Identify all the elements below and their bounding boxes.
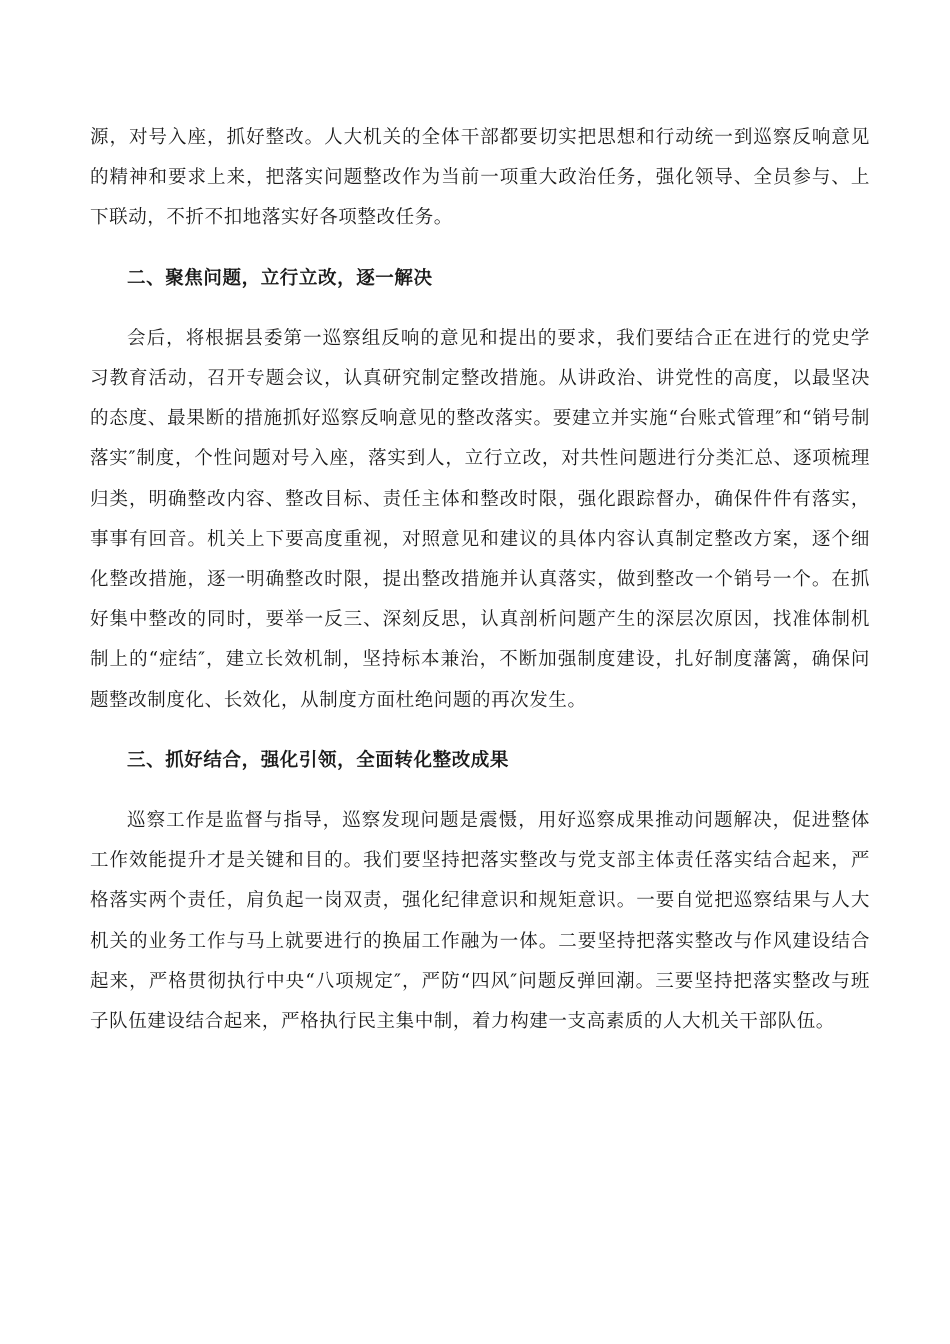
paragraph-3: 巡察工作是监督与指导，巡察发现问题是震慑，用好巡察成果推动问题解决，促进整体工作效能提升才是关键和目的。我们要坚持把落实整改与党支部主体责任落实结合起来，严格落实两个责任，肩负起一岗双责，强化纪律意识和规矩意识。一要自觉把巡察结果与人大机关的业务工作与马上就要进行的换届工作融为一体。二要坚持把落实整改与作风建设结合起来，严格贯彻执行中央“八项规定″，严防“四风″问题反弹回潮。三要坚持把落实整改与班子队伍建设结合起来，严格执行民主集中制，着力构建一支高素质的人大机关干部队伍。 xyxy=(90,810,870,1033)
spacer xyxy=(90,721,870,741)
spacer xyxy=(90,781,870,801)
section-heading-2: 二、聚焦问题，立行立改，逐一解决 xyxy=(127,267,433,289)
paragraph-1: 源，对号入座，抓好整改。人大机关的全体干部都要切实把思想和行动统一到巡察反响意见的精神和要求上来，把落实问题整改作为当前一项重大政治任务，强化领导、全员参与、上下联动，不折不扣地落实好各项整改任务。 xyxy=(90,127,870,229)
section-heading-3: 三、抓好结合，强化引领，全面转化整改成果 xyxy=(127,749,510,771)
document-page xyxy=(90,118,870,1042)
paragraph-2: 会后，将根据县委第一巡察组反响的意见和提出的要求，我们要结合正在进行的党史学习教育活动，召开专题会议，认真研究制定整改措施。从讲政治、讲党性的高度，以最坚决的态度、最果断的措施抓好巡察反响意见的整改落实。要建立并实施“台账式管理″和“销号制落实″制度，个性问题对号入座，落实到人，立行立改，对共性问题进行分类汇总、逐项梳理归类，明确整改内容、整改目标、责任主体和整改时限，强化跟踪督办，确保件件有落实，事事有回音。机关上下要高度重视，对照意见和建议的具体内容认真制定整改方案，逐个细化整改措施，逐一明确整改时限，提出整改措施并认真落实，做到整改一个销号一个。在抓好集中整改的同时，要举一反三、深刻反思，认真剖析问题产生的深层次原因，找准体制机制上的“症结″，建立长效机制，坚持标本兼治，不断加强制度建设，扎好制度藩篱，确保问题整改制度化、长效化，从制度方面杜绝问题的再次发生。 xyxy=(90,327,870,711)
spacer xyxy=(90,299,870,319)
spacer xyxy=(90,239,870,259)
